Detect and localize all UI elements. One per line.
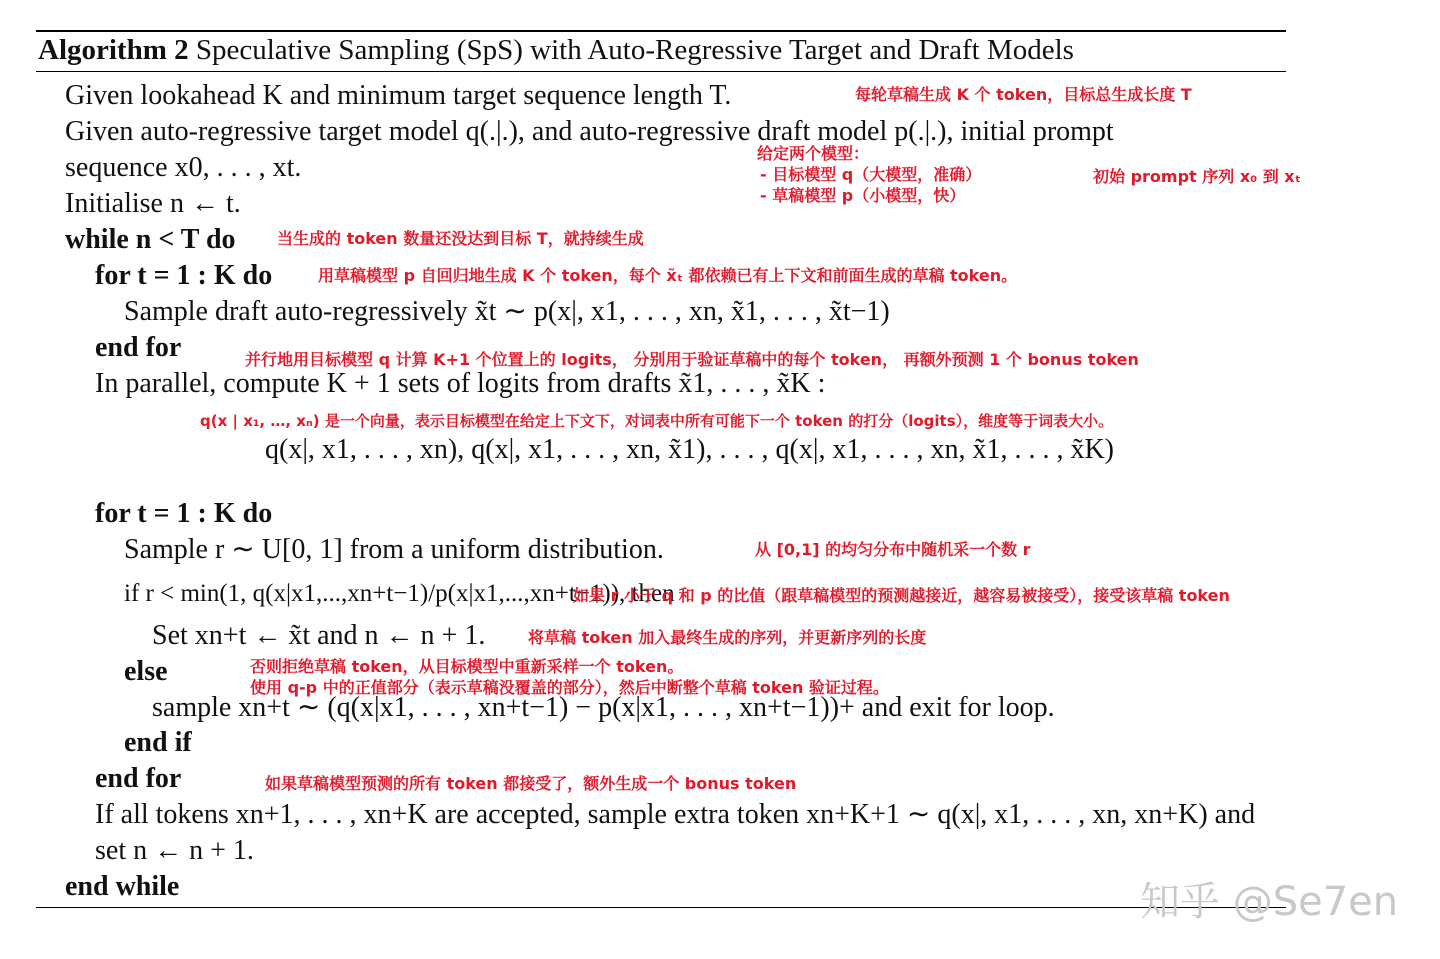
annotation-accept: 如果 r 小于 q 和 p 的比值（跟草稿模型的预测越接近，越容易被接受），接受该草稿 token (573, 586, 1230, 605)
line-else: else (124, 656, 168, 687)
annotation-while: 当生成的 token 数量还没达到目标 T，就持续生成 (277, 229, 644, 248)
annotation-lookahead: 每轮草稿生成 K 个 token，目标总生成长度 T (855, 85, 1192, 104)
title-rule (36, 71, 1286, 72)
annotation-two-models: 给定两个模型： (757, 144, 870, 163)
line-sample-draft: Sample draft auto-regressively x̃t ∼ p(x|, x1, . . . , xn, x̃1, . . . , x̃t−1) (124, 296, 890, 327)
line-for-verify: for t = 1 : K do (95, 498, 273, 529)
line-end-for-draft: end for (95, 332, 182, 363)
annotation-set: 将草稿 token 加入最终生成的序列，并更新序列的长度 (528, 628, 927, 647)
annotation-draft-generation: 用草稿模型 p 自回归地生成 K 个 token，每个 x̃ₜ 都依赖已有上下文和前面生成的草稿 token。 (318, 266, 1018, 285)
line-parallel: In parallel, compute K + 1 sets of logits from drafts x̃1, . . . , x̃K : (95, 368, 826, 399)
line-given-models: Given auto-regressive target model q(.|.), and auto-regressive draft model p(.|.), initial prompt (65, 116, 1114, 147)
annotation-bonus: 如果草稿模型预测的所有 token 都接受了，额外生成一个 bonus token (265, 774, 797, 793)
annotation-initial-prompt: 初始 prompt 序列 x₀ 到 xₜ (1093, 167, 1301, 186)
line-logits-expression: q(x|, x1, . . . , xn), q(x|, x1, . . . , xn, x̃1), . . . , q(x|, x1, . . . , xn, x̃1, . . . , x̃K) (265, 434, 1114, 465)
annotation-logits-vector: q(x | x₁, …, xₙ) 是一个向量，表示目标模型在给定上下文下，对词表中所有可能下一个 token 的打分（logits），维度等于词表大小。 (200, 412, 1114, 430)
line-resample: sample xn+t ∼ (q(x|x1, . . . , xn+t−1) − p(x|x1, . . . , xn+t−1))+ and exit for loop. (152, 692, 1055, 723)
line-end-for-verify: end for (95, 763, 182, 794)
line-set: Set xn+t ← x̃t and n ← n + 1. (152, 620, 486, 651)
annotation-positive-part: 使用 q-p 中的正值部分（表示草稿没覆盖的部分），然后中断整个草稿 token 验证过程。 (250, 678, 889, 697)
algorithm-title (38, 32, 1074, 68)
line-all-accepted: If all tokens xn+1, . . . , xn+K are accepted, sample extra token xn+K+1 ∼ q(x|, x1, . . . , xn, xn+K) and (95, 799, 1256, 830)
line-set-n: set n ← n + 1. (95, 835, 254, 866)
algorithm-name: Speculative Sampling (SpS) with Auto-Regressive Target and Draft Models (195, 34, 1074, 66)
line-end-if: end if (124, 727, 192, 758)
line-for-draft: for t = 1 : K do (95, 260, 273, 291)
line-initialise: Initialise n ← t. (65, 188, 241, 219)
watermark: 知乎 @Se7en (1140, 879, 1399, 925)
bottom-rule (36, 907, 1286, 908)
annotation-uniform: 从 [0,1] 的均匀分布中随机采一个数 r (755, 540, 1031, 559)
line-sample-r: Sample r ∼ U[0, 1] from a uniform distribution. (124, 534, 664, 565)
line-while: while n < T do (65, 224, 236, 255)
annotation-reject: 否则拒绝草稿 token，从目标模型中重新采样一个 token。 (250, 657, 684, 676)
annotation-target-model: - 目标模型 q（大模型，准确） (760, 165, 982, 184)
line-sequence: sequence x0, . . . , xt. (65, 152, 302, 183)
annotation-draft-model: - 草稿模型 p（小模型，快） (760, 186, 966, 205)
annotation-parallel-logits: 并行地用目标模型 q 计算 K+1 个位置上的 logits， 分别用于验证草稿中的每个 token， 再额外预测 1 个 bonus token (245, 350, 1139, 369)
line-given-lookahead: Given lookahead K and minimum target sequence length T. (65, 80, 732, 111)
algorithm-label: Algorithm 2 (38, 34, 189, 66)
line-end-while: end while (65, 871, 180, 902)
line-if-condition: if r < min(1, q(x|x1,...,xn+t−1)/p(x|x1,...,xn+t−1)), then (124, 580, 675, 607)
